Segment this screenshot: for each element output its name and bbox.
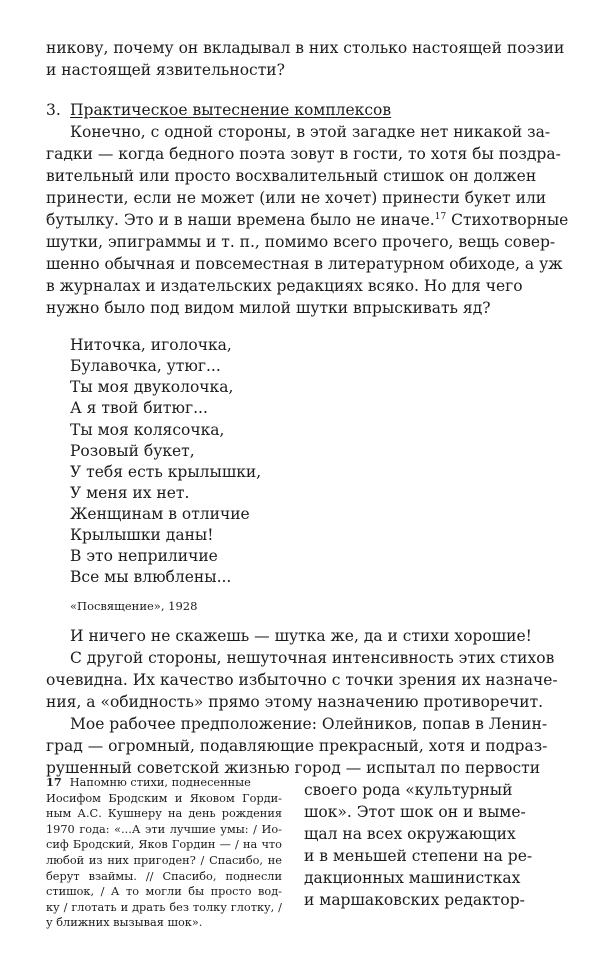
- section-title: Практическое вытеснение комплексов: [70, 101, 392, 119]
- text-line: и маршаковских редактор-: [304, 891, 525, 909]
- poem-stanza: [70, 504, 250, 588]
- poem-line: Ты моя двуколочка,: [70, 378, 234, 396]
- footnote-text: Напомню стихи, поднесенные: [69, 776, 251, 789]
- poem-line: В это неприличие: [70, 547, 218, 565]
- poem-line: Все мы влюблены...: [70, 568, 232, 586]
- text-line: С другой стороны, нешуточная интенсивность этих стихов: [70, 649, 555, 667]
- text-line: ния, а «обидность» прямо этому назначению противоречит.: [46, 693, 544, 711]
- text-line: рушенный советской жизнью город — испытал по первости: [46, 759, 541, 777]
- text-line: очевидна. Их качество избыточно с точки зрения их назначе-: [46, 671, 558, 689]
- section-number: 3.: [46, 101, 61, 119]
- poem-source: «Посвящение», 1928: [70, 599, 198, 613]
- text-segment: бутылку. Это и в наши времена было не иначе.: [46, 211, 435, 229]
- poem-line: Ниточка, иголочка,: [70, 336, 232, 354]
- text-line: щал на всех окружающих: [304, 825, 516, 843]
- footnote-line: [46, 775, 282, 791]
- poem-line: А я твой битюг...: [70, 399, 208, 417]
- poem-stanza: [70, 335, 233, 419]
- footnote-line: ку / глотать и драть без толку глотку, /: [46, 900, 282, 914]
- text-line: град — огромный, подавляющие прекрасный, хотя и подраз-: [46, 737, 548, 755]
- text-segment: Стихотворные: [446, 211, 569, 229]
- text-line: и настоящей язвительности?: [46, 61, 285, 79]
- poem-line: Булавочка, утюг...: [70, 357, 221, 375]
- footnote-line: 1970 года: «...А эти лучшие умы: / Ио-: [46, 822, 282, 836]
- text-line: шок». Этот шок он и выме-: [304, 803, 526, 821]
- text-line: принести, если не может (или не хочет) принести букет или: [46, 189, 547, 207]
- poem-line: Розовый букет,: [70, 442, 195, 460]
- poem-line: У меня их нет.: [70, 484, 190, 502]
- text-line: никову, почему он вкладывал в них столько настоящей поэзии: [46, 39, 565, 57]
- text-line: шутки, эпиграммы и т. п., помимо всего прочего, вещь совер-: [46, 233, 556, 251]
- text-line: И ничего не скажешь — шутка же, да и стихи хорошие!: [70, 627, 532, 645]
- text-line: и в меньшей степени на ре-: [304, 847, 533, 865]
- footnote-line: у ближних вызывая шок».: [46, 916, 203, 930]
- text-line: гадки — когда бедного поэта зовут в гости, то хотя бы поздра-: [46, 145, 561, 163]
- text-line: дакционных машинистках: [304, 869, 521, 887]
- text-line: [46, 276, 523, 296]
- footnote-line: Иосифом Бродским и Яковом Горди-: [46, 791, 282, 805]
- footnote: [46, 775, 282, 931]
- footnote-ref[interactable]: 17: [434, 211, 447, 222]
- text-segment: журналах и издательских редакциях всяко. Но для чего: [59, 277, 523, 295]
- text-line: вительный или просто восхвалительный стишок он должен: [46, 167, 537, 185]
- text-line: [46, 210, 569, 230]
- footnote-line: сиф Бродский, Яков Гордин — / на что: [46, 838, 282, 852]
- text-line: Конечно, с одной стороны, в этой загадке нет никакой за-: [70, 123, 551, 141]
- poem-line: Женщинам в отличие: [70, 505, 250, 523]
- text-line: Мое рабочее предположение: Олейников, попав в Ленин-: [70, 715, 548, 733]
- footnote-line: ным А.С. Кушнеру на день рождения: [46, 807, 282, 821]
- footnote-line: берут взаймы. // Спасибо, поднесли: [46, 869, 282, 883]
- text-line: своего рода «культурный: [304, 781, 513, 799]
- text-line: нужно было под видом милой шутки впрыскивать яд?: [46, 299, 491, 317]
- footnote-line: любой из них пригоден? / Спасибо, не: [46, 853, 282, 867]
- text-line: шенно обычная и повсеместная в литературном обиходе, а уж: [46, 255, 563, 273]
- text-segment: в: [46, 277, 60, 295]
- footnote-line: стишок, / А то могли бы просто вод-: [46, 885, 282, 899]
- footnote-number: 17: [46, 775, 62, 789]
- poem-line: Ты моя колясочка,: [70, 421, 225, 439]
- poem-line: Крылышки даны!: [70, 526, 214, 544]
- poem-stanza: [70, 420, 261, 504]
- poem-line: У тебя есть крылышки,: [70, 463, 262, 481]
